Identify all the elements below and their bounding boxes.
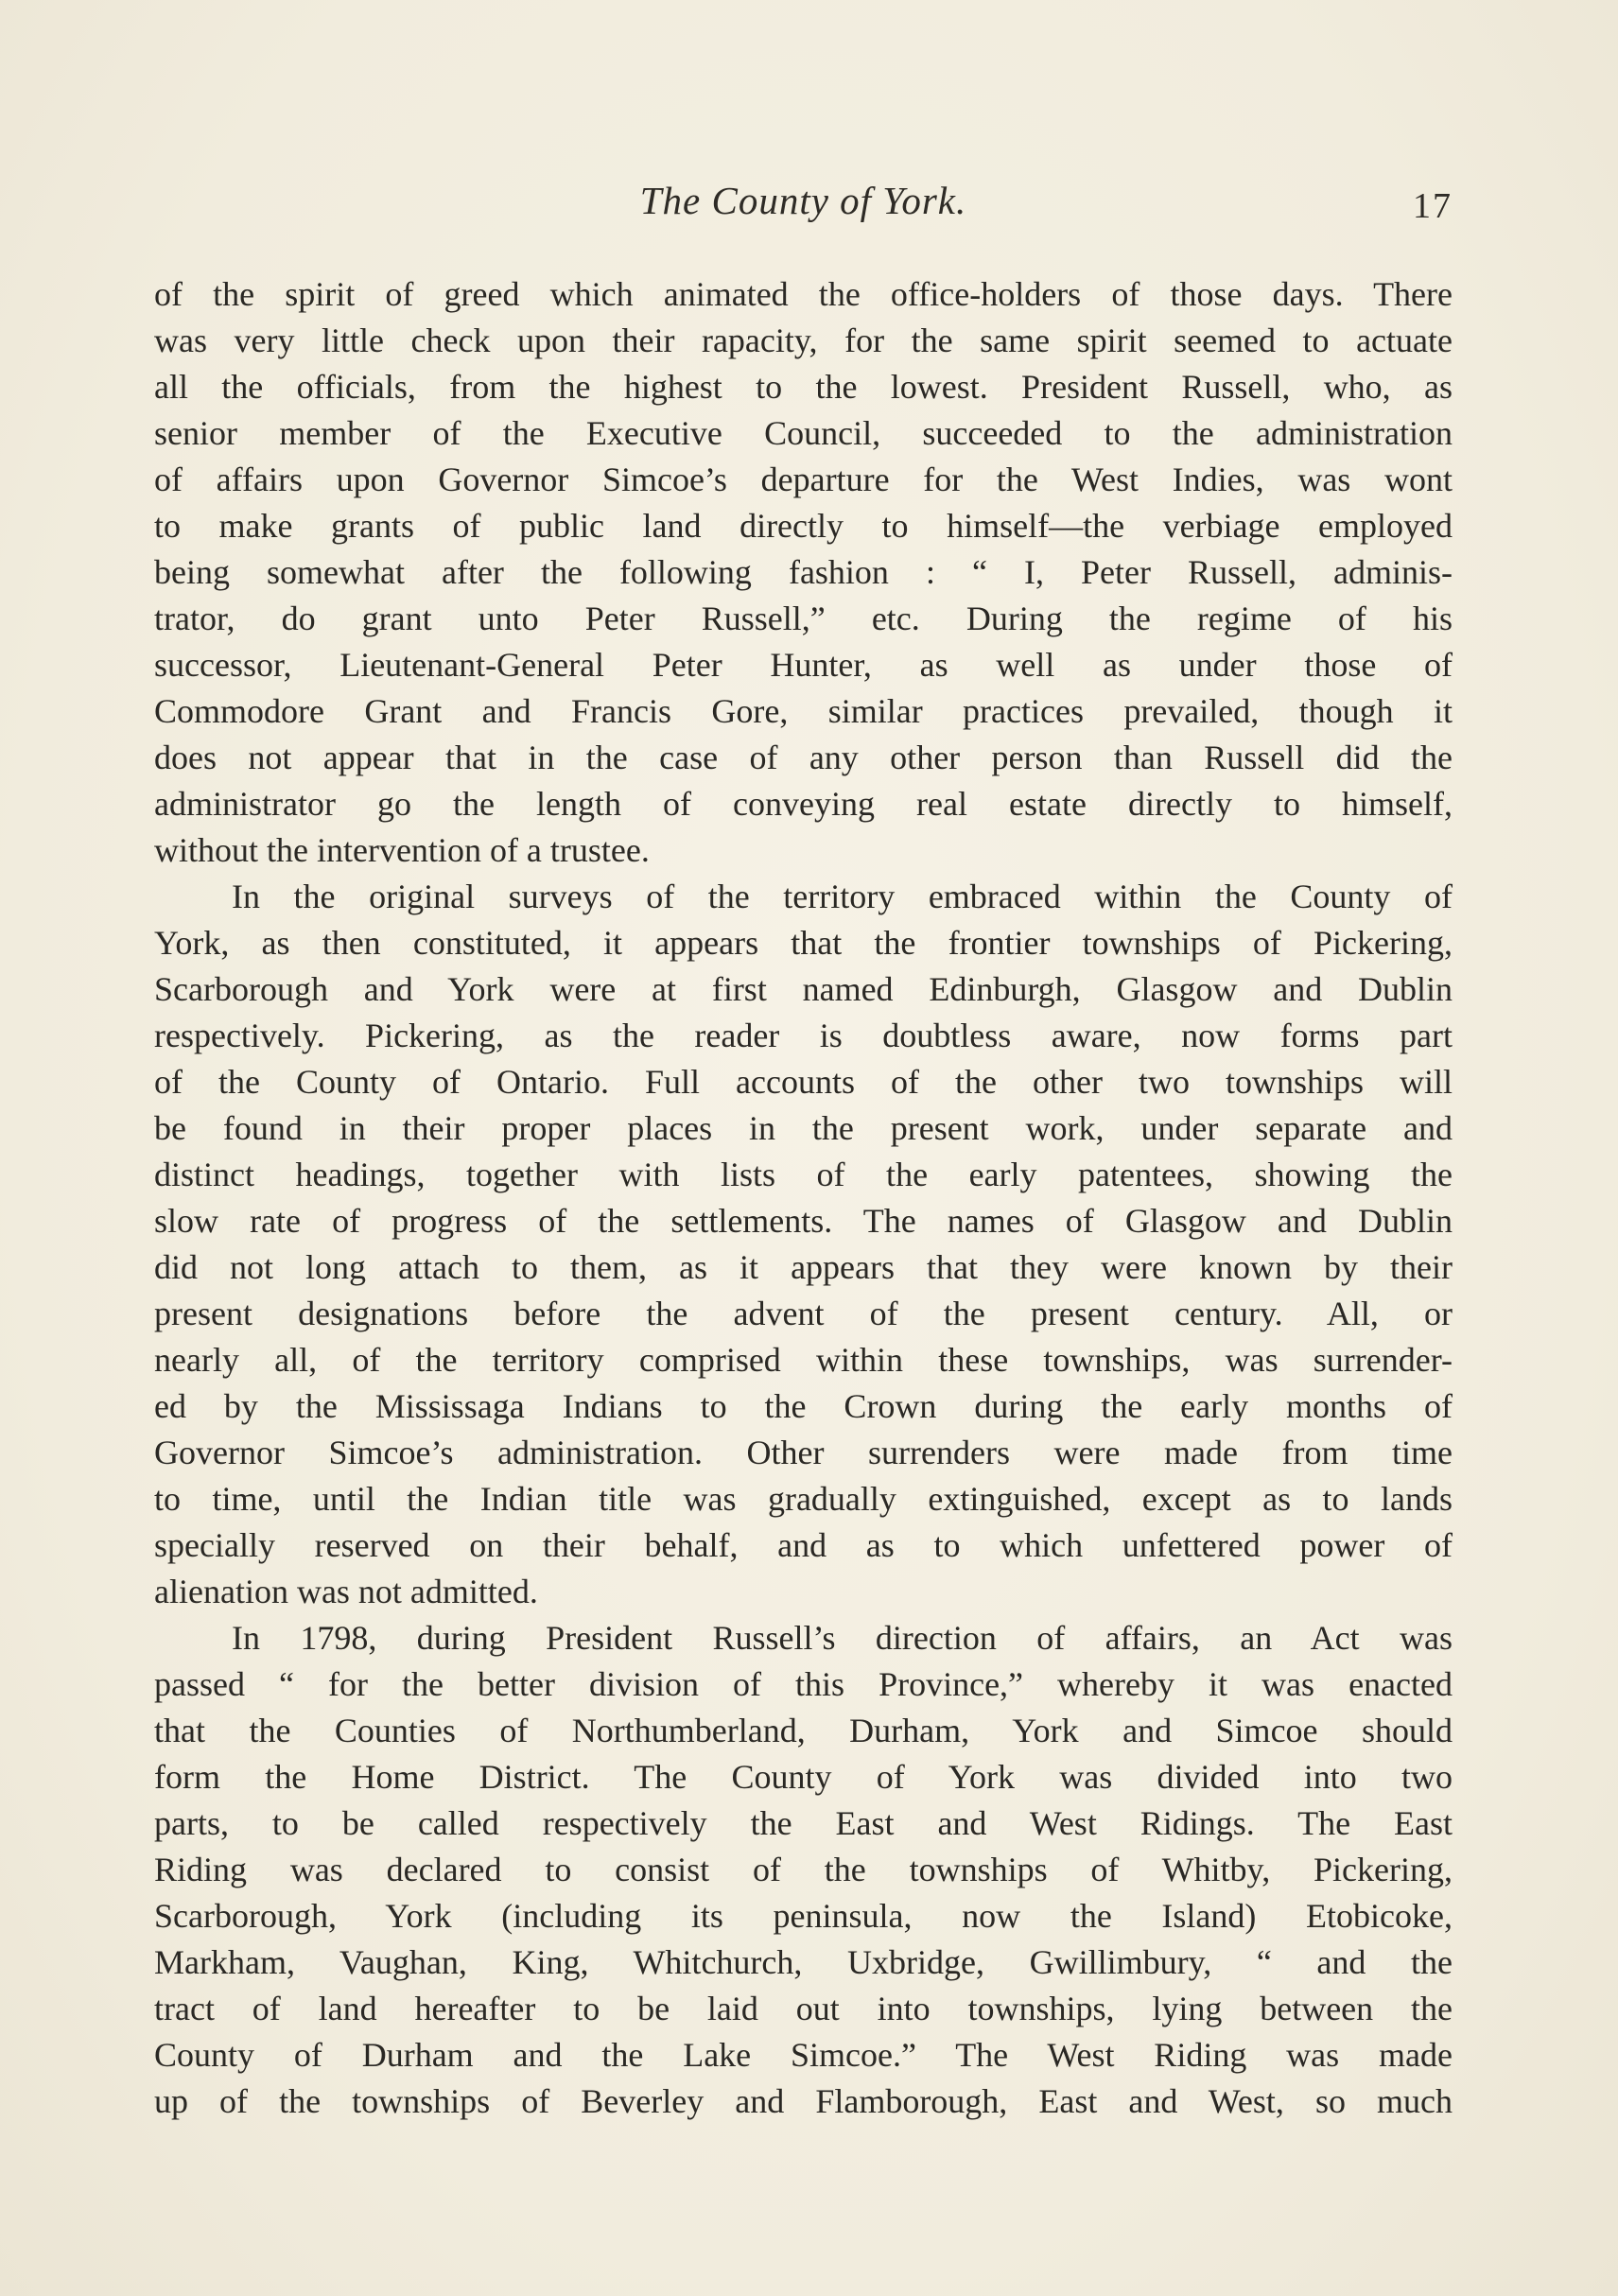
text-line: parts, to be called respectively the East and West Ridings. The East — [154, 1804, 1453, 1842]
text-line: was very little check upon their rapacity, for the same spirit seemed to actuate — [154, 322, 1453, 359]
text-line: successor, Lieutenant-General Peter Hunter, as well as under those of — [154, 646, 1453, 684]
paragraph-first-line: In 1798, during President Russell’s direction of affairs, an Act was — [232, 1619, 1453, 1657]
text-line: slow rate of progress of the settlements. The names of Glasgow and Dublin — [154, 1202, 1453, 1240]
text-line: does not appear that in the case of any other person than Russell did the — [154, 739, 1453, 776]
running-title: The County of York. — [639, 179, 967, 222]
paragraph-last-line: alienation was not admitted. — [154, 1573, 538, 1610]
text-line: York, as then constituted, it appears that the frontier townships of Pickering, — [154, 924, 1453, 962]
text-line: being somewhat after the following fashion : “ I, Peter Russell, adminis- — [154, 553, 1453, 591]
page-number: 17 — [1413, 186, 1453, 226]
text-line: tract of land hereafter to be laid out into townships, lying between the — [154, 1990, 1453, 2027]
text-line: Markham, Vaughan, King, Whitchurch, Uxbridge, Gwillimbury, “ and the — [154, 1943, 1453, 1981]
text-line: distinct headings, together with lists of the early patentees, showing the — [154, 1156, 1453, 1193]
text-line: to time, until the Indian title was gradually extinguished, except as to lands — [154, 1480, 1453, 1518]
text-line: Scarborough, York (including its peninsula, now the Island) Etobicoke, — [154, 1897, 1453, 1935]
text-line: passed “ for the better division of this Province,” whereby it was enacted — [154, 1665, 1453, 1703]
text-line: specially reserved on their behalf, and as to which unfettered power of — [154, 1526, 1453, 1564]
text-line: Commodore Grant and Francis Gore, similar practices prevailed, though it — [154, 692, 1453, 730]
text-line: senior member of the Executive Council, succeeded to the administration — [154, 414, 1453, 452]
text-line: did not long attach to them, as it appears that they were known by their — [154, 1248, 1453, 1286]
text-line: of affairs upon Governor Simcoe’s departure for the West Indies, was wont — [154, 461, 1453, 498]
text-line: present designations before the advent of the present century. All, or — [154, 1295, 1453, 1332]
text-line: form the Home District. The County of York was divided into two — [154, 1758, 1453, 1796]
text-line: be found in their proper places in the present work, under separate and — [154, 1109, 1453, 1147]
paragraph-first-line: In the original surveys of the territory embraced within the County of — [232, 878, 1453, 915]
text-line: all the officials, from the highest to the lowest. President Russell, who, as — [154, 368, 1453, 406]
text-line: of the spirit of greed which animated the office-holders of those days. There — [154, 275, 1453, 313]
text-line: trator, do grant unto Peter Russell,” etc. During the regime of his — [154, 600, 1453, 637]
text-line: of the County of Ontario. Full accounts of the other two townships will — [154, 1063, 1453, 1101]
text-line: Riding was declared to consist of the townships of Whitby, Pickering, — [154, 1851, 1453, 1888]
text-line: respectively. Pickering, as the reader is doubtless aware, now forms part — [154, 1017, 1453, 1054]
text-line: up of the townships of Beverley and Flamborough, East and West, so much — [154, 2082, 1453, 2120]
text-line: Governor Simcoe’s administration. Other surrenders were made from time — [154, 1434, 1453, 1471]
text-line: nearly all, of the territory comprised within these townships, was surrender- — [154, 1341, 1453, 1379]
body-text — [154, 271, 1453, 2125]
text-line: to make grants of public land directly to himself—the verbiage employed — [154, 507, 1453, 545]
text-line: County of Durham and the Lake Simcoe.” The West Riding was made — [154, 2036, 1453, 2074]
text-line: that the Counties of Northumberland, Durham, York and Simcoe should — [154, 1712, 1453, 1749]
text-line: administrator go the length of conveying real estate directly to himself, — [154, 785, 1453, 823]
paragraph-last-line: without the intervention of a trustee. — [154, 831, 650, 869]
text-line: ed by the Mississaga Indians to the Crown during the early months of — [154, 1387, 1453, 1425]
page-header — [154, 178, 1453, 235]
text-line: Scarborough and York were at first named Edinburgh, Glasgow and Dublin — [154, 970, 1453, 1008]
